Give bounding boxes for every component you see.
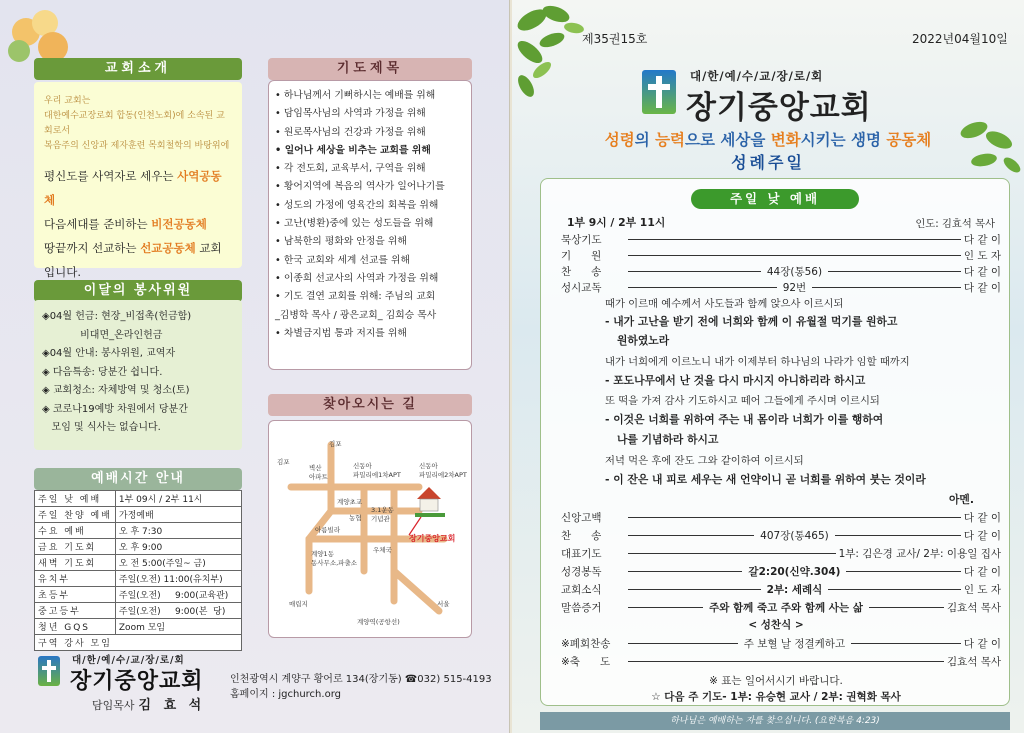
prayer-title: 기도제목 (268, 58, 472, 80)
order-row: ※축 도 김효석 목사 (561, 655, 1001, 668)
leader: 인도: 김효석 목사 (915, 218, 995, 230)
table-row: 유치부 주일(오전) 11:00(유치부) (35, 571, 242, 587)
homepage-link[interactable]: 홈페이지 : jgchurch.org (230, 689, 341, 700)
order-row: 대표기도 1부: 김은경 교사/ 2부: 이용일 집사 (561, 547, 1001, 560)
prayer-item: • 성도의 가정에 영육간의 회복을 위해 (275, 197, 465, 215)
prayer-item: • 이종희 선교사의 사역과 가정을 위해 (275, 270, 465, 288)
table-row: 초등부 주일(오전) 9:00(교육관) (35, 587, 242, 603)
prayer-item: • 각 전도회, 교육부서, 구역을 위해 (275, 160, 465, 178)
bongsa-line: 모임 및 식사는 없습니다. (42, 422, 161, 433)
reading-line: - 내가 고난을 받기 전에 너희와 함께 이 유월절 먹기를 원하고 (605, 315, 898, 328)
reading-line: 또 떡을 가져 감사 기도하시고 떼어 그들에게 주시며 이르시되 (605, 395, 880, 407)
prayer-item: • 담임목사님의 사역과 가정을 위해 (275, 105, 465, 123)
address-line: 인천광역시 계양구 황어로 134(장기동) ☎032) 515-4193 (230, 674, 492, 685)
map-label: 신동아 파밀리에1차APT (353, 462, 401, 479)
prayer-item: • 기도 결연 교회를 위해: 주님의 교회 (275, 288, 465, 306)
prayer-item: • 일어나 세상을 비추는 교회를 위해 (275, 142, 465, 160)
map-church-label: 장기중앙교회 (409, 534, 456, 543)
map-label: 아름빌라 (315, 526, 341, 534)
denomination: 대/한/예/수/교/장/로/회 (690, 69, 824, 83)
table-row: 주일 낮 예배 1부 09시 / 2부 11시 (35, 491, 242, 507)
reading-line: 때가 이르매 예수께서 사도들과 함께 앉으사 이르시되 (605, 298, 844, 310)
order-row: 신앙고백 다 같 이 (561, 511, 1001, 524)
order-row: 찬 송 44장(통56) 다 같 이 (561, 265, 1001, 278)
directions-map (268, 420, 472, 638)
cross-icon (642, 70, 676, 114)
map-label: 3.1운동 기념관 (371, 506, 394, 523)
intro-box (34, 82, 242, 279)
slogan: 성령의 능력으로 세상을 변화시키는 생명 공동체 (604, 131, 932, 149)
bongsa-line: 비대면_온라인헌금 (42, 329, 163, 341)
table-row: 주일 찬양 예배 가정예배 (35, 507, 242, 523)
reading-line: 원하였노라 (617, 334, 670, 347)
bongsa-line: ◈ 교회청소: 자체방역 및 청소(토) (42, 385, 190, 396)
intro-small-1: 우리 교회는 (44, 96, 91, 106)
map-label: 농협 (349, 514, 362, 522)
order-row: 묵상기도 다 같 이 (561, 233, 1001, 246)
bongsa-line: ◈04월 헌금: 현장_비접촉(헌금함) (42, 311, 192, 322)
issue-number: 제35권15호 (582, 32, 648, 46)
reading-line: 나를 기념하라 하시고 (617, 433, 719, 446)
table-row: 구역 강사 모임 (35, 635, 242, 651)
intro-line-2: 다음세대를 준비하는 비전공동체 (44, 217, 207, 231)
map-label: 신동아 파밀리에2차APT (419, 462, 467, 479)
reading-line: - 이것은 너희를 위하여 주는 내 몸이라 너희가 이를 행하여 (605, 413, 884, 426)
map-title: 찾아오시는 길 (268, 394, 472, 416)
worship-times-title: 예배시간 안내 (34, 468, 242, 490)
sunday-name: 성례주일 (731, 153, 805, 172)
intro-small-3: 복음주의 신앙과 제자훈련 목회철학의 바탕위에 (44, 141, 230, 151)
reading-line: - 포도나무에서 난 것을 다시 마시지 아니하리라 하시고 (605, 374, 866, 387)
bulletin-date: 2022년04월10일 (912, 32, 1008, 46)
standing-note: ※ 표는 일어서시기 바랍니다. (709, 675, 843, 687)
map-label: 서울 (437, 600, 450, 608)
prayer-item: • 원로목사님의 건강과 가정을 위해 (275, 124, 465, 142)
footer-verse: 하나님은 예배하는 자를 찾으십니다. (요한복음 4:23) (540, 712, 1010, 730)
service-time: 1부 9시 / 2부 11시 (567, 216, 666, 229)
reading-line: 아멘. (949, 493, 974, 506)
order-row: 성경봉독 갈2:20(신약.304) 다 같 이 (561, 565, 1002, 578)
bongsa-box (34, 300, 242, 450)
map-label: 계양역(공항선) (357, 618, 400, 626)
order-row: 교회소식 2부: 세례식 인 도 자 (561, 583, 1001, 596)
left-panel (0, 0, 510, 733)
intro-line-1: 평신도를 사역자로 세우는 사역공동체 (44, 169, 222, 207)
map-label: 김포 (329, 440, 342, 448)
bongsa-title: 이달의 봉사위원 (34, 280, 242, 302)
leaf-decoration-icon (512, 0, 602, 120)
bongsa-line: ◈04월 안내: 봉사위원, 교역자 (42, 348, 176, 359)
order-row: ※폐회찬송 주 보혈 날 정결케하고 다 같 이 (561, 637, 1002, 650)
right-panel (512, 0, 1024, 733)
bongsa-line: ◈ 코로나19예방 차원에서 당분간 (42, 403, 188, 415)
prayer-item: • 고난(병환)중에 있는 성도들을 위해 (275, 215, 465, 233)
prayer-item: • 차별금지법 통과 저지를 위해 (275, 325, 465, 343)
church-logo (34, 652, 234, 712)
pastor: 담임목사 김 효 석 (92, 698, 206, 713)
table-row: 청년 GQS Zoom 모임 (35, 619, 242, 635)
sacrament-heading: < 성찬식 > (748, 619, 804, 631)
denomination: 대/한/예/수/교/장/로/회 (72, 655, 185, 666)
church-name: 장기중앙교회 (686, 90, 872, 126)
bongsa-line: ◈ 다음특송: 당분간 쉽니다. (42, 366, 163, 378)
address (230, 672, 492, 702)
order-of-service (540, 178, 1010, 706)
order-row: 말씀증거 주와 함께 죽고 주와 함께 사는 삶 김효석 목사 (561, 601, 1002, 614)
table-row: 금요 기도회 오 후 9:00 (35, 539, 242, 555)
service-title: 주일 낮 예배 (691, 189, 859, 209)
reading-line: 내가 너희에게 이르노니 내가 이제부터 하나님의 나라가 임할 때까지 (605, 356, 910, 368)
worship-times-table (34, 490, 242, 651)
table-row: 중고등부 주일(오전) 9:00(본 당) (35, 603, 242, 619)
table-row: 새벽 기도회 오 전 5:00(주일~ 금) (35, 555, 242, 571)
order-row: 찬 송 407장(통465) 다 같 이 (561, 529, 1002, 542)
map-label: 계양초교 (337, 498, 363, 506)
map-label: 김포 (277, 458, 290, 466)
order-row: 성시교독 92번 다 같 이 (561, 281, 1001, 294)
next-week-prayer: ☆ 다음 주 기도- 1부: 유승현 교사 / 2부: 권혁화 목사 (651, 691, 901, 703)
intro-small-2: 대한예수교장로회 합동(인천노회)에 소속된 교회로서 (44, 111, 225, 136)
church-name: 장기중앙교회 (70, 669, 204, 694)
prayer-item: _김병학 목사 / 광은교회_ 김희승 목사 (275, 309, 437, 321)
reading-line: 저녁 먹은 후에 잔도 그와 같이하여 이르시되 (605, 455, 804, 467)
map-label: 매립지 (289, 600, 308, 608)
prayer-item: • 남북한의 평화와 안정을 위해 (275, 233, 465, 251)
prayer-item: • 하나님께서 기뻐하시는 예배를 위해 (275, 87, 465, 105)
reading-line: - 이 잔은 내 피로 세우는 새 언약이니 곧 너희를 위하여 붓는 것이라 (605, 473, 926, 486)
prayer-item: • 한국 교회와 세계 선교를 위해 (275, 252, 465, 270)
order-row: 기 원 인 도 자 (561, 249, 1001, 262)
map-label: 우체국 (373, 546, 392, 554)
table-row: 수요 예배 오 후 7:30 (35, 523, 242, 539)
intro-line-3: 땅끝까지 선교하는 선교공동체 교회입니다. (44, 241, 222, 279)
prayer-box (268, 80, 472, 370)
intro-title: 교회소개 (34, 58, 242, 80)
map-label: 계양1동 동사무소,파출소 (311, 550, 358, 567)
map-label: 벽산 아파트 (309, 464, 328, 481)
cross-icon (38, 656, 60, 686)
prayer-item: • 황어지역에 복음의 역사가 일어나기를 (275, 178, 465, 196)
